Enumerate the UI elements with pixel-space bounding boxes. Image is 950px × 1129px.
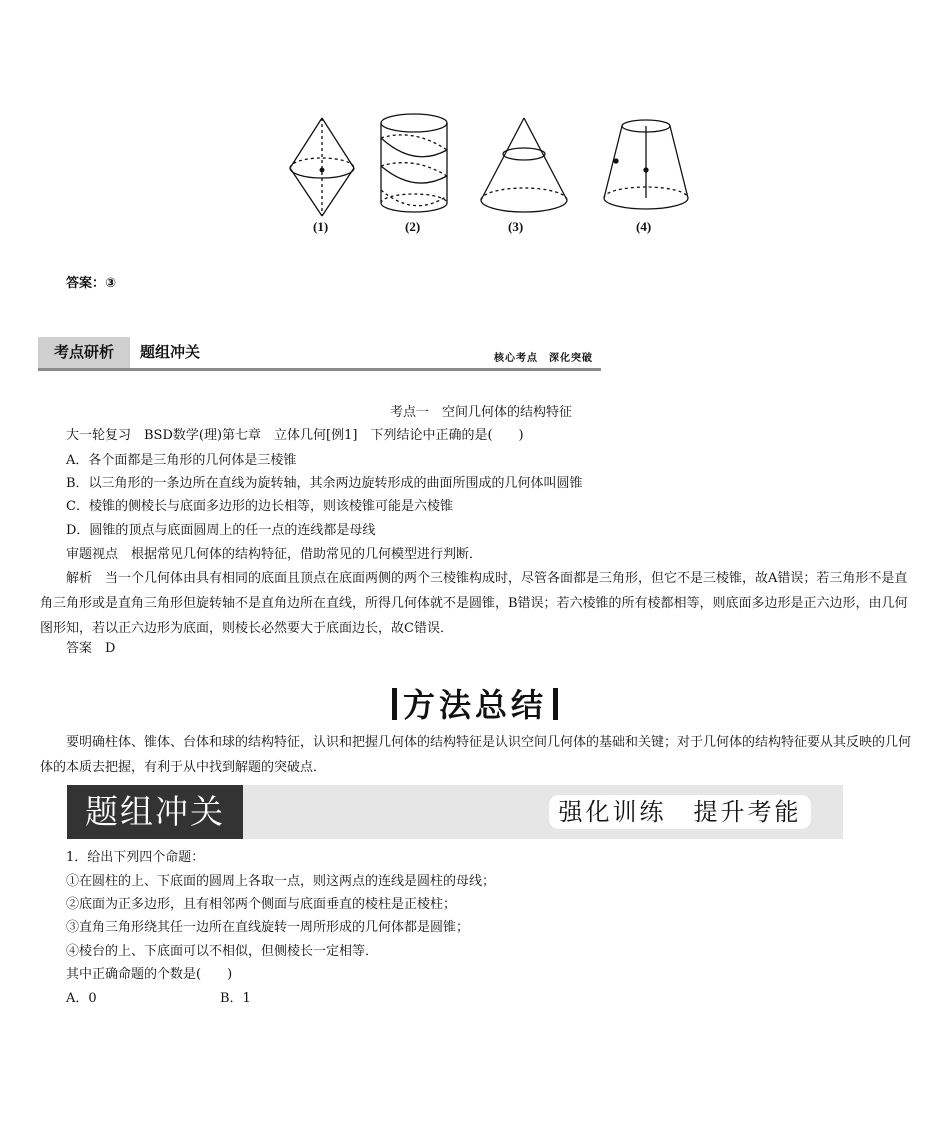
figure-cylinder	[381, 114, 447, 212]
analysis-paragraph: 解析 当一个几何体由具有相同的底面且顶点在底面两侧的两个三棱锥构成时，尽管各面都是三角形，但它不是三棱锥，故A错误；若三角形不是直角三角形或是直角三角形但旋转轴不是直角边所在直线，所得几何体就不是圆锥，B错误；若六棱锥的所有棱都相等，则底面多边形是正六边形，由几何图形知，若以正六边形为底面，则棱长必然要大于底面边长，故C错误．	[40, 571, 908, 636]
option-b: B．以三角形的一条边所在直线为旋转轴，其余两边旋转形成的曲面所围成的几何体叫圆锥	[66, 476, 583, 491]
review-hint: 审题视点 根据常见几何体的结构特征，借助常见的几何模型进行判断．	[66, 547, 483, 562]
geometry-figures	[280, 108, 700, 223]
exercise-stem: 1．给出下列四个命题：	[66, 850, 205, 865]
figure-label-3: (3)	[508, 219, 524, 234]
exercise-item-1: ①在圆柱的上、下底面的圆周上各取一点，则这两点的连线是圆柱的母线；	[66, 874, 496, 889]
exercise-item-2: ②底面为正多边形，且有相邻两个侧面与底面垂直的棱柱是正棱柱；	[66, 897, 457, 912]
banner-subtitle: 核心考点 深化突破	[494, 353, 593, 364]
exercise-option-a: A．0	[66, 991, 97, 1006]
option-d: D．圆锥的顶点与底面圆周上的任一点的连线都是母线	[66, 523, 376, 538]
example-question: 大一轮复习 BSD数学(理)第七章 立体几何[例1] 下列结论中正确的是( )	[66, 428, 524, 443]
exercise-question: 其中正确命题的个数是( )	[66, 967, 233, 982]
figure-label-2: (2)	[405, 219, 421, 234]
figure-label-1: (1)	[313, 219, 329, 234]
exercise-item-4: ④棱台的上、下底面可以不相似，但侧棱长一定相等．	[66, 944, 379, 959]
figure-cone	[481, 118, 567, 212]
method-summary-text: 要明确柱体、锥体、台体和球的结构特征，认识和把握几何体的结构特征是认识空间几何体的基础和关键；对于几何体的结构特征要从其反映的几何体的本质去把握，有利于从中找到解题的突破点．	[40, 735, 912, 775]
option-a: A．各个面都是三角形的几何体是三棱锥	[66, 453, 297, 468]
figure-double-cone	[290, 118, 354, 216]
exercise-option-b: B．1	[220, 991, 251, 1006]
banner-tab: 考点研析	[38, 337, 130, 368]
figure-frustum	[604, 120, 688, 209]
answer-d: 答案 D	[66, 641, 116, 656]
exercise-item-3: ③直角三角形绕其任一边所在直线旋转一周所形成的几何体都是圆锥；	[66, 920, 470, 935]
answer-line: 答案：③	[66, 276, 117, 291]
banner-title: 题组冲关	[140, 343, 201, 361]
figure-label-4: (4)	[636, 219, 652, 234]
practice-banner	[67, 785, 843, 839]
section-heading: 考点一 空间几何体的结构特征	[390, 405, 573, 420]
practice-banner-subtitle: 强化训练 提升考能	[549, 795, 811, 829]
practice-banner-title: 题组冲关	[67, 785, 243, 839]
option-c: C．棱锥的侧棱长与底面多边形的边长相等，则该棱锥可能是六棱锥	[66, 499, 453, 514]
method-summary-title: 方法总结	[0, 680, 950, 726]
section-banner	[38, 337, 601, 371]
